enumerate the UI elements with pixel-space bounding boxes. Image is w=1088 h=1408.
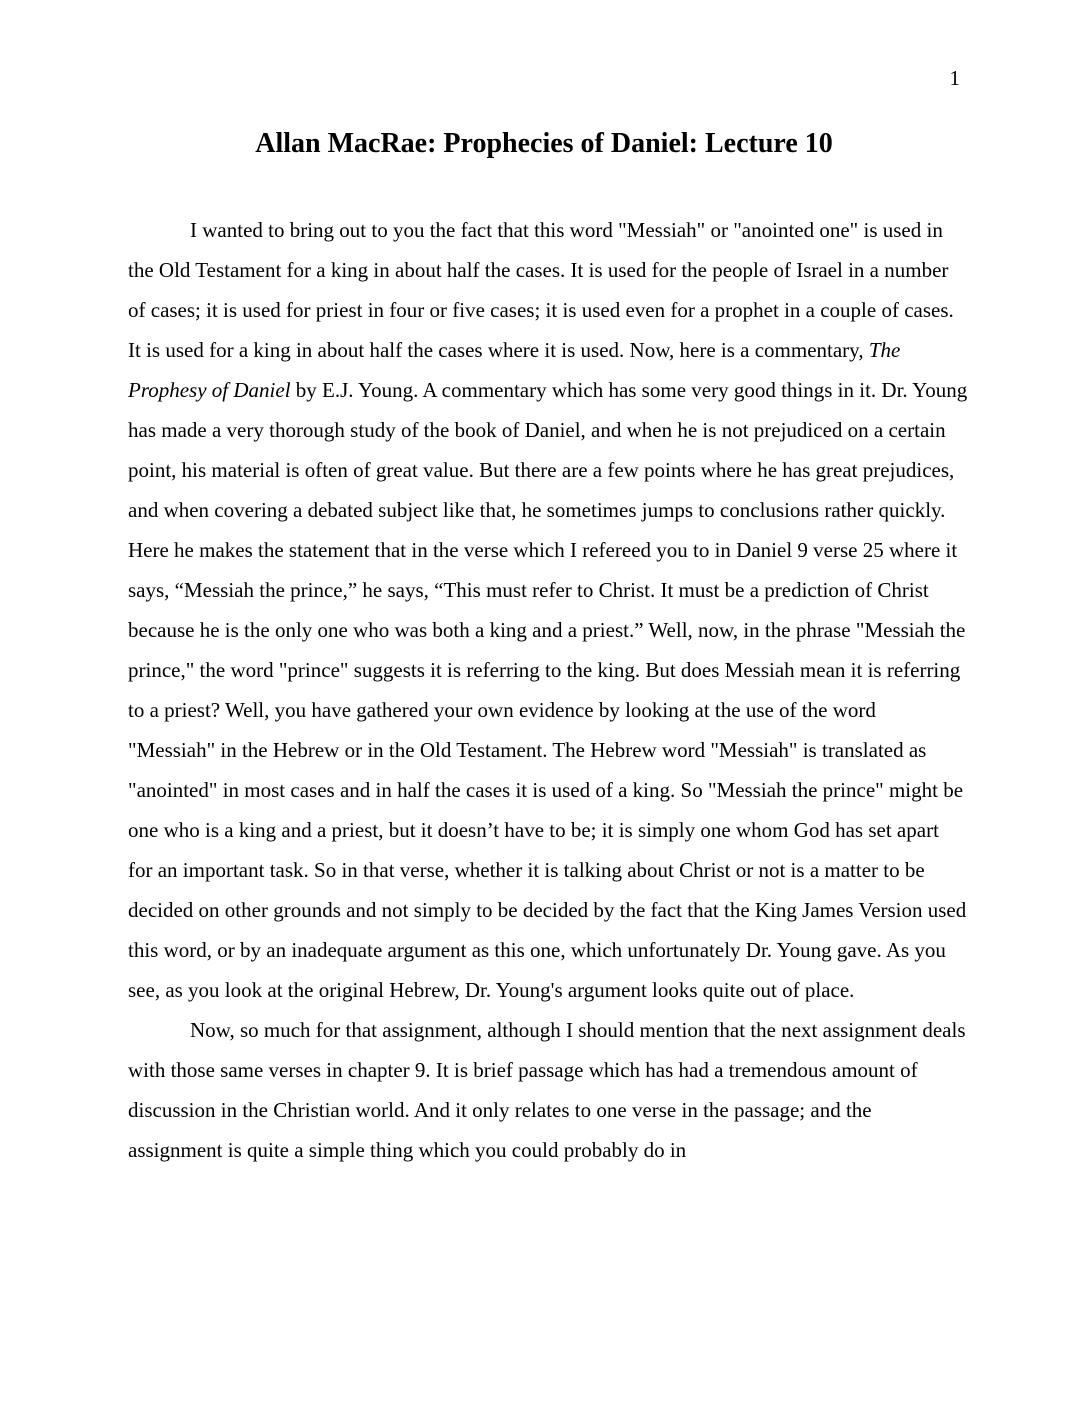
book-title-italic: The Prophesy of Daniel (128, 338, 901, 402)
document-body (128, 210, 968, 1170)
paragraph-1 (128, 210, 968, 1010)
paragraph-1-text-b: by E.J. Young. A commentary which has some very good things in it. Dr. Young has made a very thorough study of the book of Daniel, and when he is not prejudiced on a certain point, his material is often of great value. But there are a few points where he has great prejudices, and when covering a debated subject like that, he sometimes jumps to conclusions rather quickly. Here he makes the statement that in the verse which I refereed you to in Daniel 9 verse 25 where it says, “Messiah the prince,” he says, “This must refer to Christ. It must be a prediction of Christ because he is the only one who was both a king and a priest.” Well, now, in the phrase "Messiah the prince," the word "prince" suggests it is referring to the king. But does Messiah mean it is referring to a priest? Well, you have gathered your own evidence by looking at the use of the word "Messiah" in the Hebrew or in the Old Testament. The Hebrew word "Messiah" is translated as "anointed" in most cases and in half the cases it is used of a king. So "Messiah the prince" might be one who is a king and a priest, but it doesn’t have to be; it is simply one whom God has set apart for an important task. So in that verse, whether it is talking about Christ or not is a matter to be decided on other grounds and not simply to be decided by the fact that the King James Version used this word, or by an inadequate argument as this one, which unfortunately Dr. Young gave. As you see, as you look at the original Hebrew, Dr. Young's argument looks quite out of place. (128, 378, 968, 1002)
paragraph-2: Now, so much for that assignment, although I should mention that the next assignment deals with those same verses in chapter 9. It is brief passage which has had a tremendous amount of discussion in the Christian world. And it only relates to one verse in the passage; and the assignment is quite a simple thing which you could probably do in (128, 1018, 966, 1162)
lecture-title: Allan MacRae: Prophecies of Daniel: Lecture 10 (255, 128, 833, 159)
paragraph-1-text-a: I wanted to bring out to you the fact that this word "Messiah" or "anointed one" is used in the Old Testament for a king in about half the cases. It is used for the people of Israel in a number of cases; it is used for priest in four or five cases; it is used even for a prophet in a couple of cases. It is used for a king in about half the cases where it is used. Now, here is a commentary, (128, 218, 954, 362)
page-number: 1 (949, 66, 960, 90)
